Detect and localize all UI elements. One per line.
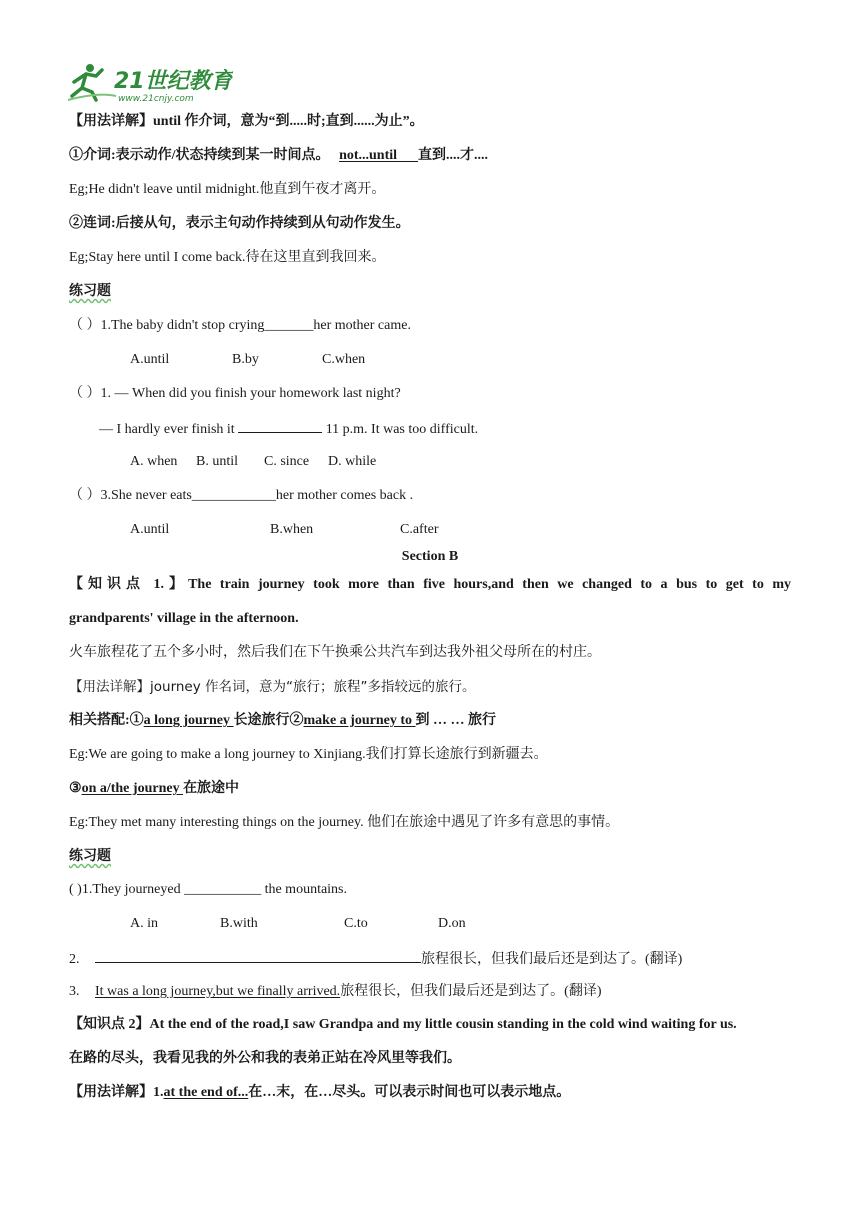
knowledge-point-1-translation: 火车旅程花了五个多小时，然后我们在下午换乘公共汽车到达我外祖父母所在的村庄。 [69,645,601,660]
knowledge-point-2-translation: 在路的尽头，我看见我的外公和我的表弟正站在冷风里等我们。 [69,1051,461,1066]
option[interactable]: C. since [264,454,310,469]
not-until-phrase: not...until [339,148,398,163]
example-line: Eg;Stay here until I come back.待在这里直到我回来。 [69,250,386,265]
option[interactable]: A. when [130,454,178,469]
collocation-make-a-journey-to: make a journey to [303,713,416,728]
collocation-on-the-journey: ③on a/the journey 在旅途中 [69,781,240,796]
practice-3: 3. It was a long journey,but we finally arrived.旅程很长，但我们最后还是到达了。(翻译) [69,984,602,999]
option[interactable]: A. in [130,916,158,931]
knowledge-point-2: 【知识点 2】At the end of the road,I saw Grandpa and my little cousin standing in the cold wind waiting for us. [69,1017,737,1032]
question-2-answer-line: — I hardly ever finish it 11 p.m. It was too difficult. [99,418,478,440]
practice-1-options [130,914,466,934]
until-preposition-line: ①介词:表示动作/状态持续到某一时间点。 not...until 直到....才.... [69,148,489,163]
example-line: Eg;He didn't leave until midnight.他直到午夜才离开。 [69,182,386,197]
practice-1: ( )1.They journeyed ___________ the mountains. [69,882,348,897]
running-man-icon [68,64,116,100]
question-2-options [130,452,376,472]
option[interactable]: B.by [232,352,259,367]
translation-blank[interactable] [95,948,421,963]
until-usage-heading: 【用法详解】until 作介词，意为“到.....时;直到......为止”。 [69,114,424,129]
option[interactable]: D. while [328,454,377,469]
example-line: Eg:We are going to make a long journey to Xinjiang.我们打算长途旅行到新疆去。 [69,747,548,762]
logo-title: 21世纪教育 [114,69,233,94]
collocation-a-long-journey: a long journey [143,713,234,728]
until-conjunction-line: ②连词:后接从句，表示主句动作持续到从句动作发生。 [69,216,410,231]
question-3-options [130,520,438,540]
knowledge-point-1-cont: grandparents' village in the afternoon. [69,611,299,626]
option[interactable]: B.with [220,916,258,931]
knowledge-point-1: 【知识点 1.】The train journey took more than five hours,and then we changed to a bus to get to my [69,577,791,592]
option[interactable]: A.until [130,352,170,367]
translation-answer: It was a long journey,but we finally arrived. [95,984,341,999]
at-the-end-of-usage: 【用法详解】1.at the end of...在…末，在…尽头。可以表示时间也可以表示地点。 [69,1085,571,1100]
practice-heading: 练习题 [69,284,111,299]
option[interactable]: B.when [270,522,314,537]
related-collocations: 相关搭配:①a long journey 长途旅行②make a journey to 到 … … 旅行 [69,713,497,728]
option[interactable]: C.to [344,916,368,931]
answer-blank[interactable] [238,418,322,433]
logo-url: www.21cnjy.com [118,94,194,104]
option[interactable]: B. until [196,454,239,469]
example-line: Eg:They met many interesting things on the journey. 他们在旅途中遇见了许多有意思的事情。 [69,815,620,830]
question-2: （ ）1. — When did you finish your homework last night? [69,386,401,401]
phrase-at-the-end-of: at the end of... [163,1085,249,1100]
question-1: （ ）1.The baby didn't stop crying_______her mother came. [69,318,411,333]
section-title: Section B [401,549,459,564]
question-3: （ ）3.She never eats____________her mother comes back . [69,488,414,503]
option[interactable]: C.after [400,522,439,537]
question-1-options [130,350,365,370]
site-logo [68,62,233,104]
option[interactable]: D.on [438,916,466,931]
practice-heading: 练习题 [69,849,111,864]
practice-2: 2. 旅程很长，但我们最后还是到达了。(翻译) [69,948,682,970]
journey-usage: 【用法详解】journey 作名词，意为“旅行；旅程”多指较远的旅行。 [69,679,476,695]
option[interactable]: C.when [322,352,366,367]
option[interactable]: A.until [130,522,170,537]
